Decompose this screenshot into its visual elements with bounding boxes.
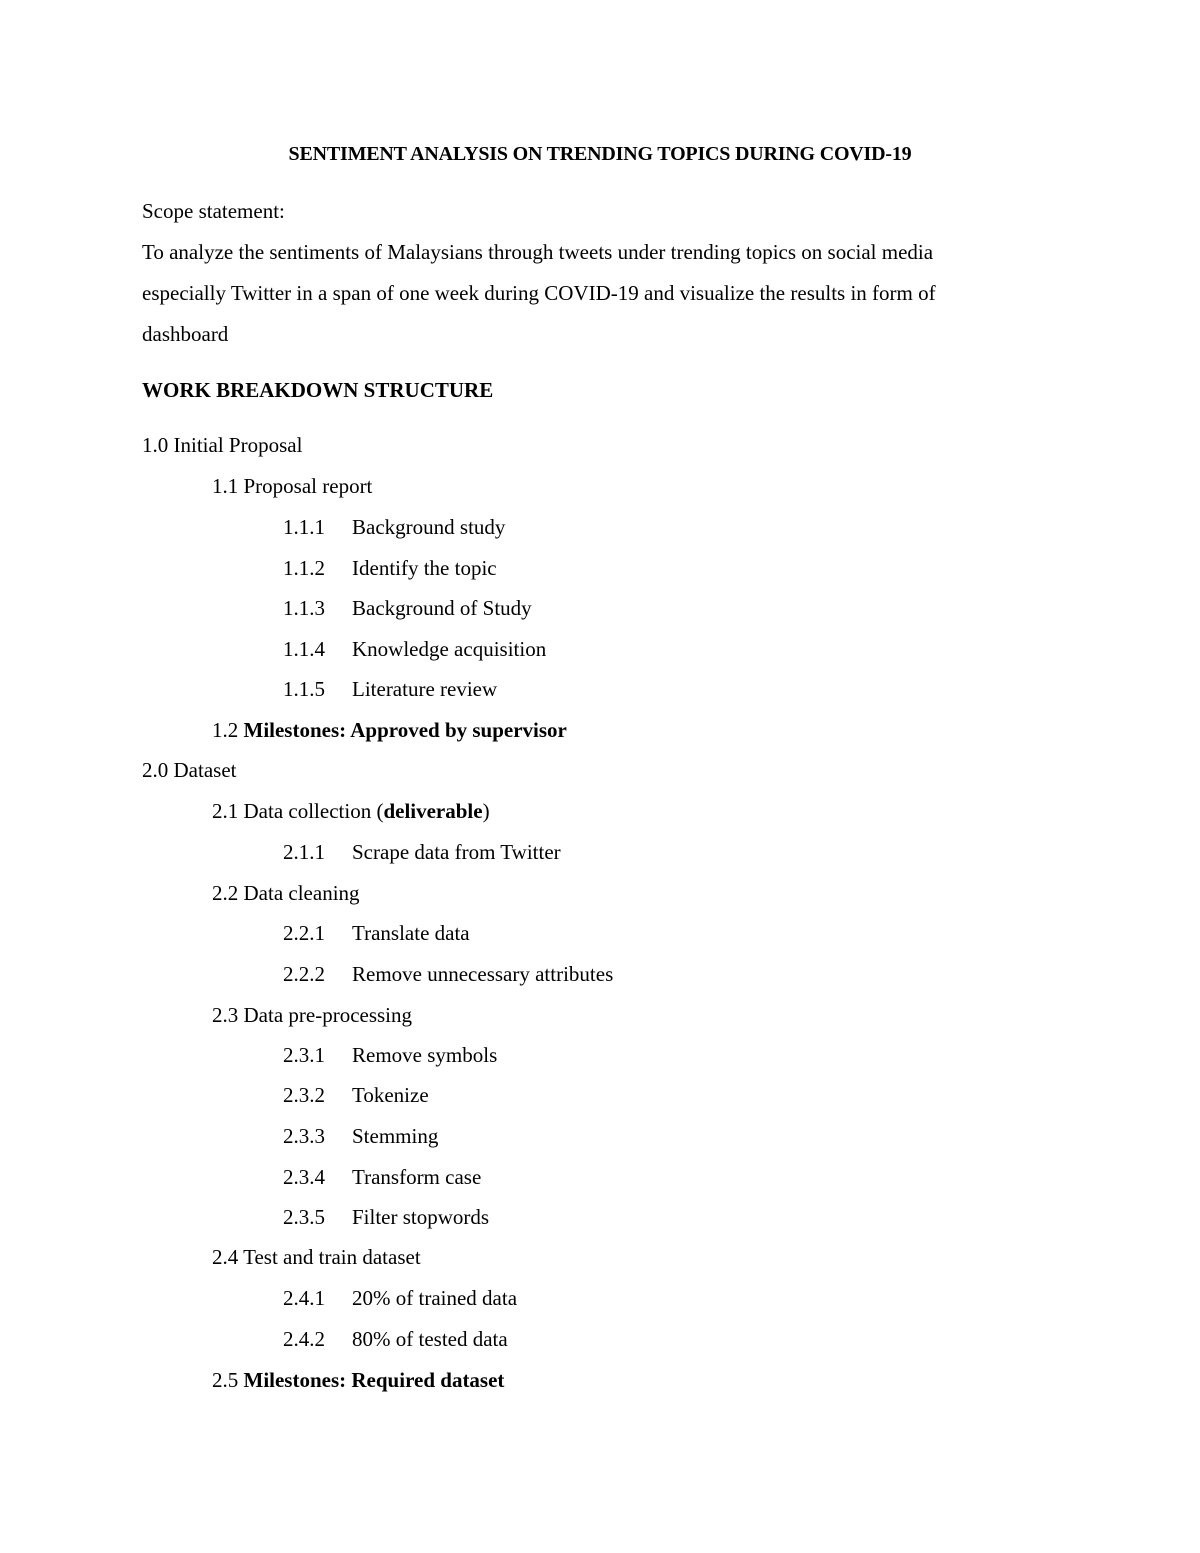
item-text: Literature review: [352, 677, 498, 701]
item-number: 2.3.2: [283, 1083, 325, 1107]
item-text: Background study: [352, 515, 506, 539]
item-number: 2.2.1: [283, 921, 325, 945]
wbs-heading: WORK BREAKDOWN STRUCTURE: [142, 378, 494, 402]
item-number: 1.1.3: [283, 596, 325, 620]
subsection-1-1-label: 1.1 Proposal report: [212, 474, 373, 498]
document-title: SENTIMENT ANALYSIS ON TRENDING TOPICS DURING COVID-19: [288, 143, 912, 165]
item-number: 1.1.1: [283, 515, 325, 539]
section-2-label: 2.0 Dataset: [142, 758, 237, 782]
subsection-prefix: 2.1 Data collection (: [212, 799, 384, 823]
milestone-text: Milestones: Approved by supervisor: [243, 718, 567, 742]
item-text: Knowledge acquisition: [352, 637, 547, 661]
item-text: Filter stopwords: [352, 1205, 490, 1229]
item-number: 2.3.4: [283, 1165, 325, 1189]
milestone-number: 1.2: [212, 718, 239, 742]
subsection-2-1-label: [212, 797, 490, 825]
item-number: 2.3.1: [283, 1043, 325, 1067]
item-text: Remove unnecessary attributes: [352, 962, 614, 986]
scope-line-3: dashboard: [142, 322, 229, 346]
item-text: Transform case: [352, 1165, 482, 1189]
section-1-label: 1.0 Initial Proposal: [142, 433, 303, 457]
item-number: 1.1.2: [283, 556, 325, 580]
item-number: 2.3.5: [283, 1205, 325, 1229]
deliverable-tag: deliverable: [383, 799, 483, 823]
subsection-2-3-label: 2.3 Data pre-processing: [212, 1003, 413, 1027]
scope-line-1: To analyze the sentiments of Malaysians through tweets under trending topics on social media: [142, 240, 934, 264]
item-number: 2.4.2: [283, 1327, 325, 1351]
item-text: Background of Study: [352, 596, 532, 620]
milestone-number: 2.5: [212, 1368, 239, 1392]
item-number: 1.1.5: [283, 677, 325, 701]
milestone-text: Milestones: Required dataset: [243, 1368, 505, 1392]
item-text: 80% of tested data: [352, 1327, 508, 1351]
scope-line-2: especially Twitter in a span of one week during COVID-19 and visualize the results in form of: [142, 281, 936, 305]
subsection-2-2-label: 2.2 Data cleaning: [212, 881, 360, 905]
item-number: 2.1.1: [283, 840, 325, 864]
item-text: Scrape data from Twitter: [352, 840, 561, 864]
item-number: 2.3.3: [283, 1124, 325, 1148]
milestone-1-2: [212, 716, 567, 744]
item-text: Identify the topic: [352, 556, 497, 580]
milestone-2-5: [212, 1366, 504, 1394]
item-text: 20% of trained data: [352, 1286, 518, 1310]
item-text: Remove symbols: [352, 1043, 498, 1067]
item-number: 2.4.1: [283, 1286, 325, 1310]
item-text: Translate data: [352, 921, 470, 945]
item-text: Stemming: [352, 1124, 439, 1148]
item-number: 2.2.2: [283, 962, 325, 986]
item-number: 1.1.4: [283, 637, 325, 661]
item-text: Tokenize: [352, 1083, 429, 1107]
subsection-suffix: ): [482, 799, 490, 823]
scope-label: Scope statement:: [142, 199, 285, 223]
subsection-2-4-label: 2.4 Test and train dataset: [212, 1245, 421, 1269]
